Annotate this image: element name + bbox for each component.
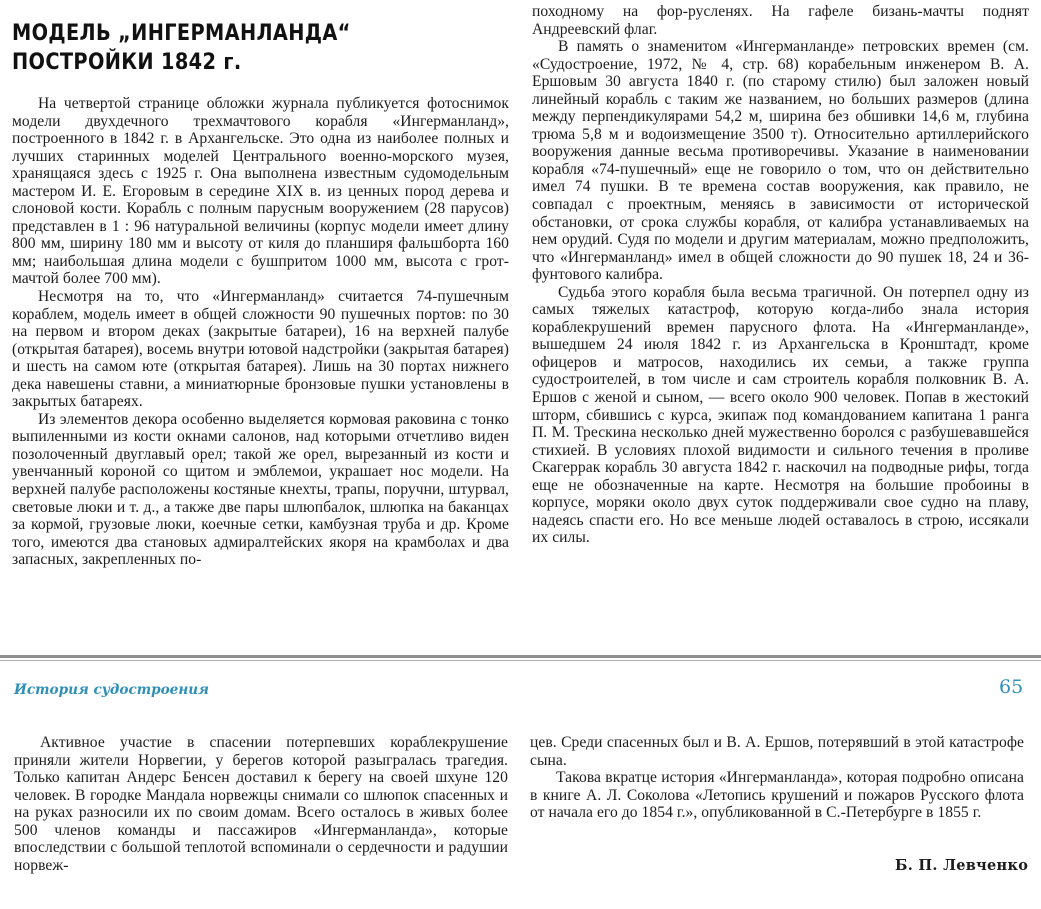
paragraph: Активное участие в спасении потерпевших кораблекрушение приняли жители Норвегии, у берегов которой разыгралась трагедия. Только капитан Андерс Бенсен доставил к берегу на своей шхуне 120 человек. В городке Мандала норвежцы снимали со шлюпок спасенных и на руках разносили их по своим домам. Всего осталось в живых более 500 членов команды и пассажиров «Ингерманланда», которые впоследствии с большой теплотой вспоминали о сердечности и радушии норвеж-: [14, 734, 508, 874]
continuation-column-right: [530, 734, 1024, 822]
paragraph: Несмотря на то, что «Ингерманланд» считается 74-пушечным кораблем, модель имеет в общей сложности 90 пушечных портов: по 30 на первом и втором деках (закрытые батареи), 16 на верхней палубе (открытая батарея), восемь внутри ютовой надстройки (закрытая батарея) и шесть на самом юте (открытая батарея). Лишь на 30 портах нижнего дека навешены ставни, а миниатюрные бронзовые пушки установлены в закрытых батареях.: [12, 288, 509, 411]
paragraph: цев. Среди спасенных был и В. А. Ершов, потерявший в этой катастрофе сына.: [530, 734, 1024, 769]
title-line-1: МОДЕЛЬ „ИНГЕРМАНЛАНДА“: [12, 20, 351, 46]
continuation-column-left: [14, 734, 508, 874]
article-title: [12, 19, 425, 77]
paragraph: Судьба этого корабля была весьма трагичной. Он потерпел одну из самых тяжелых катастроф, которую когда-либо знала история кораблекрушений времен парусного флота. На «Ингерманланде», вышедшем 24 июля 1842 г. из Архангельска в Кронштадт, кроме офицеров и матросов, находились их семьи, а также группа судостроителей, в том числе и сам строитель корабля полковник В. А. Ершов с женой и сыном, — всего около 900 человек. Попав в жестокий шторм, сбившись с курса, экипаж под командованием капитана 1 ранга П. М. Трескина несколько дней мужественно боролся с разбушевавшейся стихией. В условиях плохой видимости и сильного течения в проливе Скагеррак корабль 30 августа 1842 г. наскочил на подводные рифы, тогда еще не обозначенные на карте. Несмотря на большие пробоины в корпусе, моряки около двух суток поддерживали свое судно на плаву, надеясь спасти его. Но все меньше людей оставалось в строю, иссякали их силы.: [532, 283, 1029, 547]
article-column-left: [12, 95, 509, 569]
article-column-right: [532, 3, 1029, 547]
page-number: 65: [999, 676, 1024, 698]
section-heading: История судостроения: [14, 682, 209, 698]
paragraph: На четвертой странице обложки журнала публикуется фотоснимок модели двухдечного трехмачтового корабля «Ингерманланд», построенного в 1842 г. в Архангельске. Это одна из наиболее полных и лучших старинных моделей Центрального военно-морского музея, хранящаяся здесь с 1925 г. Она выполнена известным судомодельным мастером И. Е. Егоровым в середине XIX в. из ценных пород дерева и слоновой кости. Корабль с полным парусным вооружением (28 парусов) представлен в 1 : 96 натуральной величины (корпус модели имеет длину 800 мм, ширину 180 мм и высоту от киля до планширя фальшборта 160 мм; наибольшая длина модели с бушпритом 1000 мм, высота с грот-мачтой более 700 мм).: [12, 95, 509, 288]
title-line-2: ПОСТРОЙКИ 1842 г.: [12, 49, 242, 75]
paragraph: В память о знаменитом «Ингерманланде» петровских времен (см. «Судостроение, 1972, № 4, стр. 68) корабельным инженером В. А. Ершовым 30 августа 1840 г. (по старому стилю) был заложен новый линейный корабль с таким же названием, но больших размеров (длина между перпендикулярами 54,2 м, ширина без обшивки 14,6 м, глубина трюма 5,8 м и водоизмещение 3500 т). Относительно артиллерийского вооружения данные весьма противоречивы. Указание в наименовании корабля «74-пушечный» еще не говорило о том, что он действительно имел 74 пушки. В те времена состав вооружения, как правило, не совпадал с проектным, меняясь в зависимости от исторической обстановки, от срока службы корабля, от калибра устанавливаемых на нем орудий. Судя по модели и другим материалам, можно предположить, что «Ингерманланд» имел в общей сложности до 90 пушек 18, 24 и 36-фунтового калибра.: [532, 38, 1029, 284]
paragraph: Такова вкратце история «Ингерманланда», которая подробно описана в книге А. Л. Соколова «Летопись крушений и пожаров Русского флота от начала его до 1854 г.», опубликованной в С.-Петербурге в 1855 г.: [530, 769, 1024, 822]
paragraph: походному на фор-русленях. На гафеле бизань-мачты поднят Андреевский флаг.: [532, 3, 1029, 38]
page-divider: [0, 655, 1041, 658]
paragraph: Из элементов декора особенно выделяется кормовая раковина с тонко выпиленными из кости окнами салонов, над которыми отчетливо виден позолоченный двуглавый орел; такой же орел, вырезанный из кости и увенчанный короной со щитом и эмблемои, украшает нос модели. На верхней палубе расположены костяные кнехты, трапы, поручни, штурвал, световые люки и т. д., а также две пары шлюпбалок, шлюпка на баканцах за кормой, грузовые люки, коечные сетки, камбузная труба и др. Кроме того, имеются два становых адмиралтейских якоря на крамболах и два запасных, закрепленных по-: [12, 410, 509, 569]
page-divider-thin: [0, 660, 1041, 661]
author-signature: Б. П. Левченко: [895, 857, 1029, 874]
